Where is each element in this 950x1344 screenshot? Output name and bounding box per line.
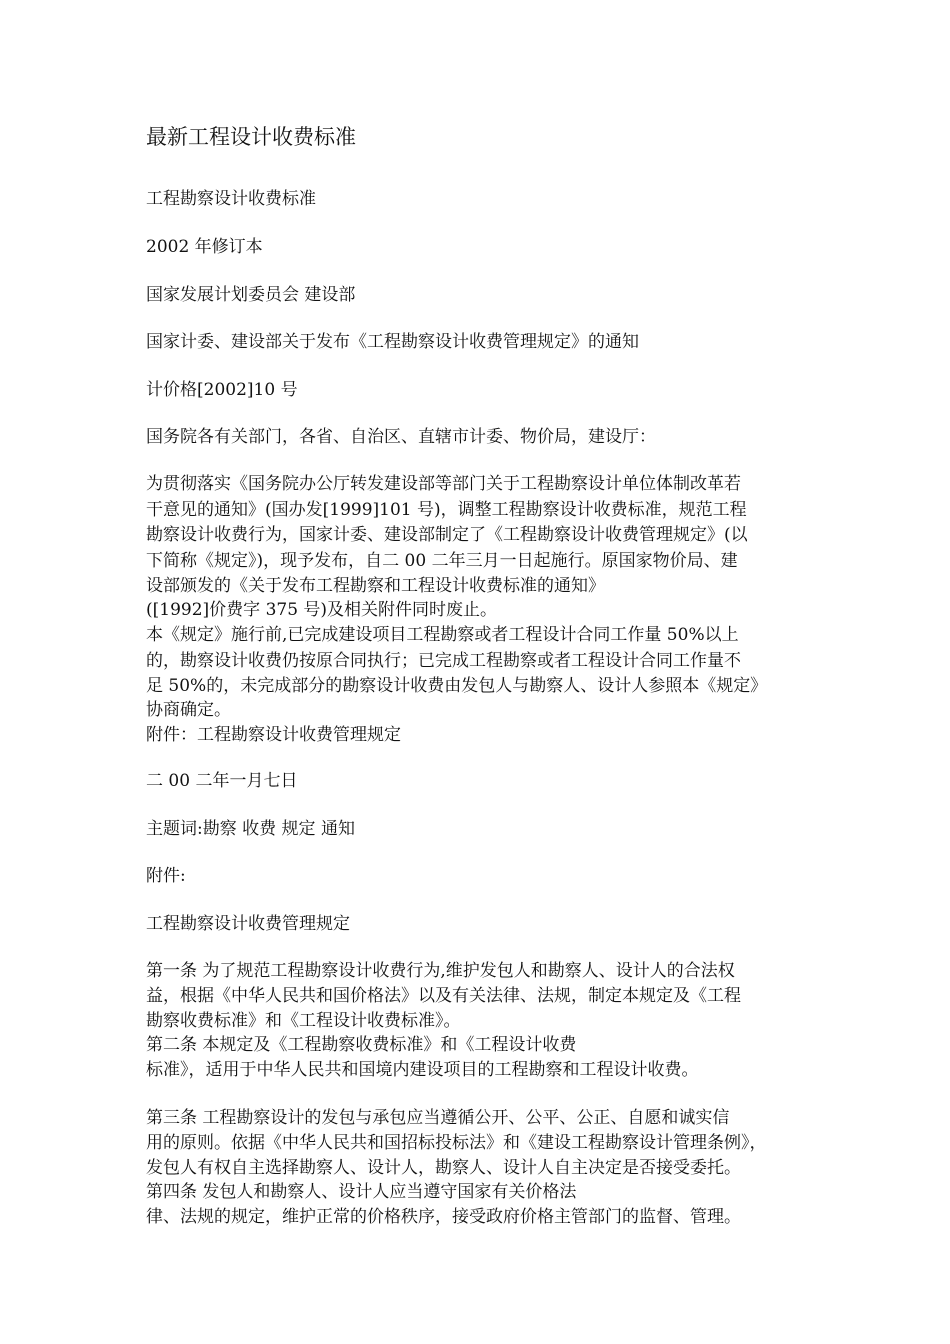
article-line: 第一条 为了规范工程勘察设计收费行为,维护发包人和勘察人、设计人的合法权	[146, 961, 735, 981]
body-line: 设部颁发的《关于发布工程勘察和工程设计收费标准的通知》	[146, 576, 605, 596]
body-line: 为贯彻落实《国务院办公厅转发建设部等部门关于工程勘察设计单位体制改革若	[146, 474, 741, 494]
body-line: 足 50%的，未完成部分的勘察设计收费由发包人与勘察人、设计人参照本《规定》	[146, 676, 768, 696]
document-title: 最新工程设计收费标准	[146, 125, 356, 149]
body-line: 干意见的通知》(国办发[1999]101 号)，调整工程勘察设计收费标准，规范工程	[146, 500, 747, 520]
body-line: 的，勘察设计收费仍按原合同执行；已完成工程勘察或者工程设计合同工作量不	[146, 651, 741, 671]
body-line: 下简称《规定》)，现予发布，自二 00 二年三月一日起施行。原国家物价局、建	[146, 551, 738, 571]
article-line: 律、法规的规定，维护正常的价格秩序，接受政府价格主管部门的监督、管理。	[146, 1207, 741, 1227]
article-line: 第三条 工程勘察设计的发包与承包应当遵循公开、公平、公正、自愿和诚实信	[146, 1108, 730, 1128]
article-line: 发包人有权自主选择勘察人、设计人，勘察人、设计人自主决定是否接受委托。	[146, 1158, 741, 1178]
addressees: 国务院各有关部门，各省、自治区、直辖市计委、物价局，建设厅：	[146, 427, 656, 447]
article-line: 第四条 发包人和勘察人、设计人应当遵守国家有关价格法	[146, 1182, 577, 1202]
edition: 2002 年修订本	[146, 237, 263, 257]
body-line: ([1992]价费字 375 号)及相关附件同时废止。	[146, 600, 498, 620]
document-number: 计价格[2002]10 号	[146, 380, 298, 400]
article-line: 益，根据《中华人民共和国价格法》以及有关法律、法规，制定本规定及《工程	[146, 986, 741, 1006]
body-line: 勘察设计收费行为，国家计委、建设部制定了《工程勘察设计收费管理规定》(以	[146, 525, 748, 545]
issuers: 国家发展计划委员会 建设部	[146, 285, 356, 305]
article-line: 勘察收费标准》和《工程设计收费标准》。	[146, 1011, 461, 1031]
subtitle: 工程勘察设计收费标准	[146, 189, 316, 209]
article-line: 标准》，适用于中华人民共和国境内建设项目的工程勘察和工程设计收费。	[146, 1060, 699, 1080]
keywords: 主题词:勘察 收费 规定 通知	[146, 819, 355, 839]
attachment-label: 附件:	[146, 866, 186, 886]
article-line: 第二条 本规定及《工程勘察收费标准》和《工程设计收费	[146, 1035, 577, 1055]
article-line: 用的原则。依据《中华人民共和国招标投标法》和《建设工程勘察设计管理条例》，	[146, 1133, 767, 1153]
body-line: 本《规定》施行前,已完成建设项目工程勘察或者工程设计合同工作量 50%以上	[146, 625, 739, 645]
notice-title: 国家计委、建设部关于发布《工程勘察设计收费管理规定》的通知	[146, 332, 639, 352]
attachment-note: 附件：工程勘察设计收费管理规定	[146, 725, 401, 745]
body-line: 协商确定。	[146, 700, 231, 720]
regulation-title: 工程勘察设计收费管理规定	[146, 914, 350, 934]
issue-date: 二 00 二年一月七日	[146, 771, 298, 791]
